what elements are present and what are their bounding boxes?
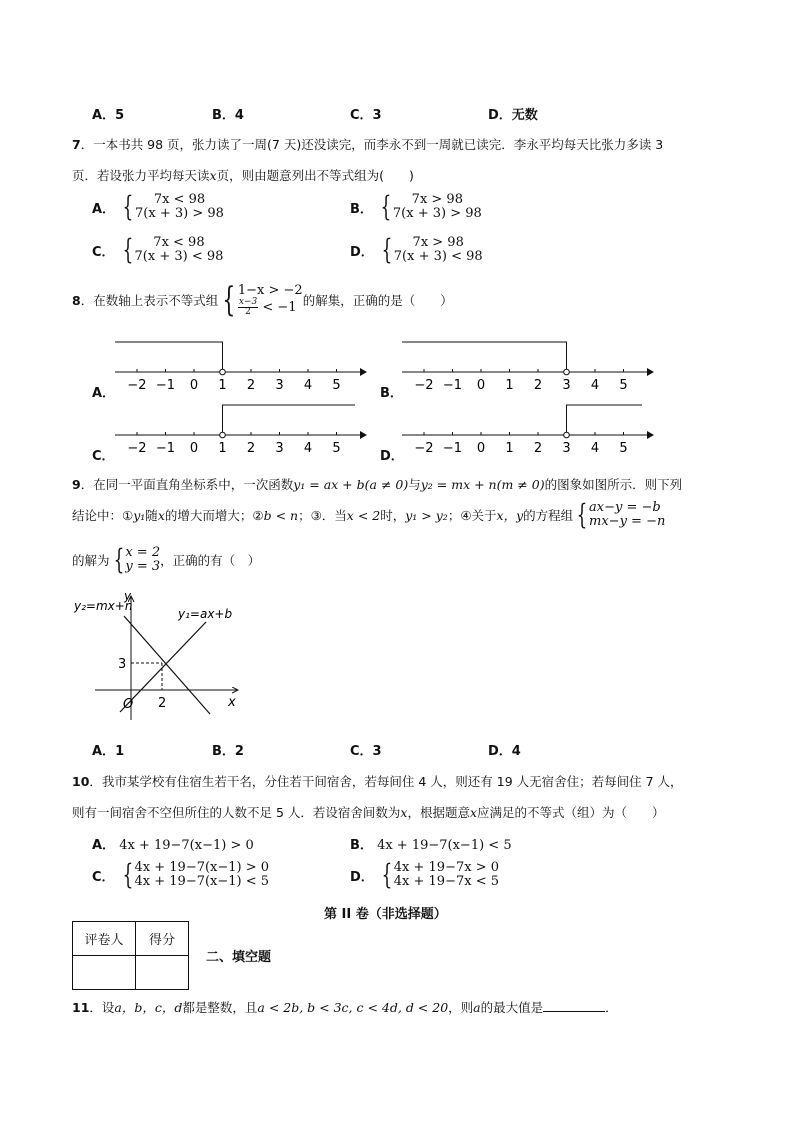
q8-option-c-letter: C． (92, 449, 115, 464)
label-o: O (123, 697, 134, 712)
tick-label: 4 (590, 378, 600, 393)
tick-label: 0 (476, 441, 486, 456)
label-2: 2 (158, 696, 167, 711)
q10-option-b: B． 4x + 19−7(x−1) < 5 (350, 838, 512, 853)
grader-header: 评卷人 (73, 922, 136, 956)
axis-arrow (360, 431, 367, 439)
number-line-d (402, 405, 654, 456)
open-circle (564, 369, 570, 375)
tick-label: 3 (562, 441, 571, 456)
q7-stem-line2: 页．若设张力平均每天读x页，则由题意列出不等式组为( ) (72, 168, 414, 183)
q6-option-d: D．无数 (488, 108, 538, 123)
q10-stem-line2: 则有一间宿舍不空但所住的人数不足 5 人．若设宿舍间数为x，根据题意x应满足的不等式（组）为（ ） (72, 805, 665, 820)
section2-title: 第 II 卷（非选择题） (324, 907, 447, 922)
open-circle (220, 369, 226, 375)
solution-bracket (567, 405, 643, 435)
tick-label: −2 (127, 378, 147, 393)
label-y1: y₁=ax+b (178, 607, 233, 621)
tick-label: 0 (189, 378, 199, 393)
label-y: y (124, 589, 132, 603)
grader-cell (73, 956, 136, 990)
tick-label: −1 (155, 378, 176, 393)
q9-option-d: D．4 (488, 744, 521, 759)
tick-label: 2 (246, 441, 256, 456)
q11-stem: 11．设a，b，c，d都是整数，且a < 2b, b < 3c, c < 4d, d < 20，则a的最大值是 ． (72, 1000, 618, 1015)
solution-bracket (115, 342, 223, 372)
q10-option-d: D． { 4x + 19−7x > 0 4x + 19−7x < 5 (350, 858, 499, 891)
solution-bracket (402, 342, 567, 372)
tick-label: 2 (533, 378, 543, 393)
q8-stem: 8 ．在数轴上表示不等式组 { 1−x > −2 $\frac{x-3}{2}$ < −1 的解集，正确的是（ ） (72, 280, 453, 320)
tick-label: 2 (246, 378, 256, 393)
q8-option-d-letter: D． (380, 449, 404, 464)
tick-label: −2 (414, 378, 434, 393)
q10-option-c: C． { 4x + 19−7(x−1) > 0 4x + 19−7(x−1) < 5 (92, 858, 270, 891)
q9-stem-line3: 的解为 { x = 2 y = 3 ，正确的有（ ） (72, 543, 261, 576)
tick-label: 1 (505, 441, 514, 456)
tick-label: 0 (189, 441, 199, 456)
q9-option-a: A．1 (92, 744, 125, 759)
q6-option-c: C．3 (350, 108, 382, 123)
tick-label: 5 (332, 378, 341, 393)
number-line-a (115, 342, 367, 393)
tick-label: 5 (619, 378, 628, 393)
q9-option-b: B．2 (212, 744, 244, 759)
tick-label: 4 (303, 441, 313, 456)
label-y2: y₂=mx+n (74, 599, 133, 613)
tick-label: 5 (332, 441, 341, 456)
q8-option-a-letter: A． (92, 386, 116, 401)
q8-option-b-letter: B． (380, 386, 403, 401)
axis-arrow (647, 368, 654, 376)
score-cell (136, 956, 189, 990)
q10-option-a: A． 4x + 19−7(x−1) > 0 (92, 838, 254, 853)
tick-label: 1 (505, 378, 514, 393)
q7-stem-line1: 7．一本书共 98 页，张力读了一周(7 天)还没读完，而李永不到一周就已读完．李永平均每天比张力多读 3 (72, 137, 664, 152)
tick-label: 3 (275, 441, 284, 456)
q6-option-a: A．5 (92, 108, 125, 123)
score-table (72, 921, 189, 990)
number-line-b (402, 342, 654, 393)
q9-stem-line1: 9．在同一平面直角坐标系中，一次函数y₁ = ax + b(a ≠ 0)与y₂ = mx + n(m ≠ 0)的图象如图所示．则下列 (72, 477, 683, 492)
q9-stem-line2: 结论中：① y₁ 随 x 的增大而增大；② b < n ；③．当 x < 2 时， y₁ > y₂ ；④关于 x，y 的方程组 { ax−y = −b mx−y = −n (72, 498, 666, 531)
q9-option-c: C．3 (350, 744, 382, 759)
open-circle (220, 432, 226, 438)
q7-option-a: A． { 7x < 98 7(x + 3) > 98 (92, 190, 224, 223)
tick-label: 3 (275, 378, 284, 393)
q11-answer-blank[interactable] (543, 999, 605, 1012)
label-x: x (228, 695, 236, 710)
tick-label: 3 (562, 378, 571, 393)
tick-label: 5 (619, 441, 628, 456)
tick-label: −1 (442, 441, 463, 456)
section2-heading: 二、填空题 (206, 950, 272, 965)
q7-option-b: B． { 7x > 98 7(x + 3) > 98 (350, 190, 482, 223)
axis-arrow (360, 368, 367, 376)
axis-arrow (647, 431, 654, 439)
tick-label: 4 (590, 441, 600, 456)
score-header: 得分 (136, 922, 189, 956)
q7-option-c: C． { 7x < 98 7(x + 3) < 98 (92, 233, 224, 266)
label-3: 3 (118, 657, 127, 672)
tick-label: −1 (442, 378, 463, 393)
q7-option-d: D． { 7x > 98 7(x + 3) < 98 (350, 233, 483, 266)
tick-label: 2 (533, 441, 543, 456)
q10-stem-line1: 10．我市某学校有住宿生若干名，分住若干间宿舍，若每间住 4 人，则还有 19 人无宿舍住；若每间住 7 人， (72, 774, 683, 789)
q6-option-b: B．4 (212, 108, 244, 123)
tick-label: 0 (476, 378, 486, 393)
tick-label: 1 (218, 378, 227, 393)
open-circle (564, 432, 570, 438)
tick-label: −1 (155, 441, 176, 456)
tick-label: −2 (127, 441, 147, 456)
q9-graph (70, 588, 260, 728)
number-line-c (115, 405, 367, 456)
tick-label: −2 (414, 441, 434, 456)
solution-bracket (223, 405, 356, 435)
tick-label: 4 (303, 378, 313, 393)
tick-label: 1 (218, 441, 227, 456)
